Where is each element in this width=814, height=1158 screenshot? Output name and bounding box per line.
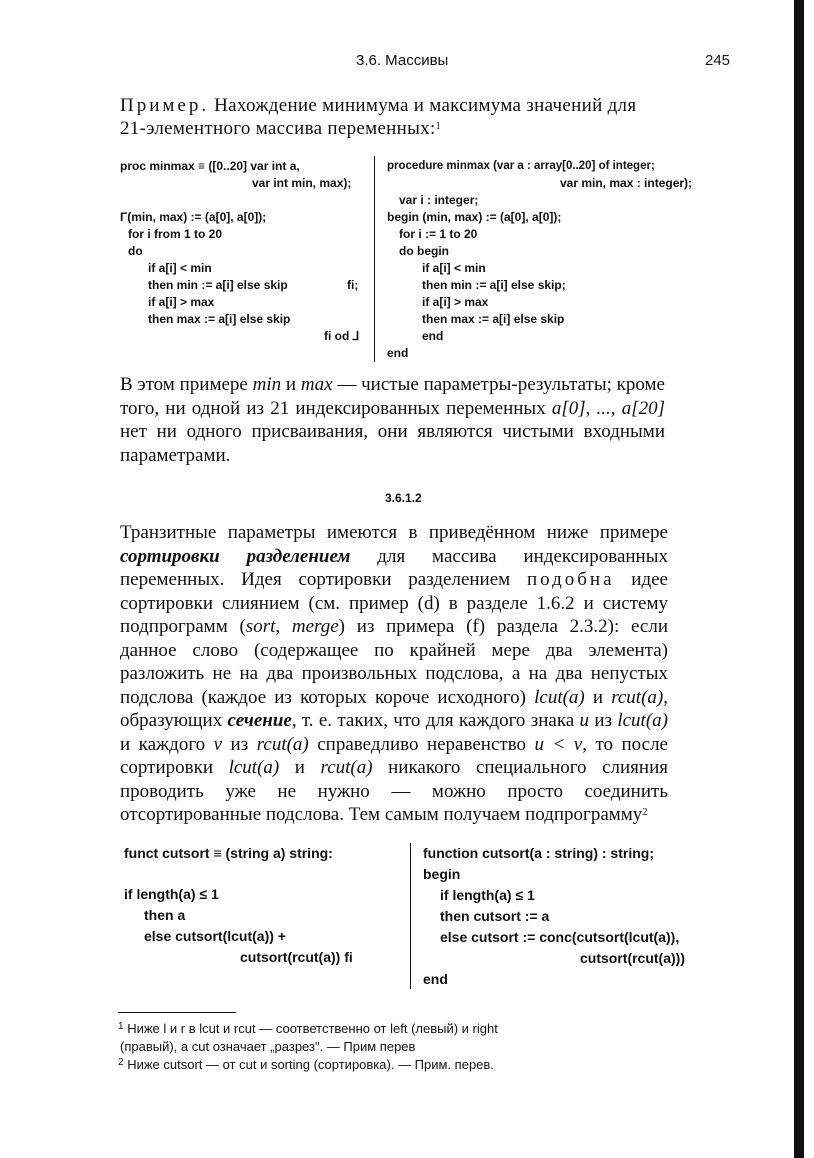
example-lead: Пример. [120,95,210,116]
para2-text-9: из [589,710,618,731]
para2-rcut-3: rcut(a) [320,757,373,778]
code2-column-divider [410,843,411,989]
para2-text-14: и [279,757,321,778]
term-cut: сечение [227,710,292,731]
para2-text-13: , то после сортировки [120,733,668,778]
footnote-2-text: Ниже cutsort — от cut и sorting (сортировка). — Прим. перев. [127,1057,494,1072]
code-minmax-left-line-6: if a[i] < min [148,261,212,275]
code-cutsort-right-line-7: end [423,971,448,987]
para2-merge: merge [291,616,339,637]
footnote-ref-1: 1 [435,121,441,132]
para2-lcut: lcut(a) [534,686,585,708]
para2-rcut: rcut(a) [611,686,664,708]
code-cutsort-left-line-3: then a [144,907,186,923]
para2-spaced-word: подобна [526,569,615,590]
code-cutsort-right-line-6: cutsort(rcut(a))) [580,950,685,966]
para2-text-15: никакого специального слияния проводить уже не нужно — можно просто соединить отсортированные подслова. Тем самым получаем подпрограмму [120,757,668,825]
page-number: 245 [705,52,731,69]
footnote-1-text: Ниже l и r в lcut и rcut — соответственно от left (левый) и right [127,1021,498,1036]
footnote-1-mark: 1 [118,1021,124,1032]
code-minmax-right-line-2: var min, max : integer); [560,176,693,190]
code-cutsort-left-line-1: funct cutsort ≡ (string a) string: [124,845,333,861]
code-minmax-right-line-4: begin (min, max) := (a[0], a[0]); [387,210,562,224]
code-minmax-right-line-3: var i : integer; [399,193,479,207]
para1-text-3: — чистые параметры-результаты; кроме того, ни одной из 21 индексированных переменных [120,374,665,419]
running-header: 3.6. Массивы [356,52,449,69]
para2-text-11: из [222,733,257,755]
para2-u: u [579,710,590,731]
code-cutsort-left-line-2: if length(a) ≤ 1 [124,886,219,902]
code-minmax-right-line-6: do begin [399,244,449,258]
para1-array-range: a[0], ..., a[20] [551,397,666,419]
para2-text-4: , [275,616,292,637]
footnote-1-continued [120,1038,415,1056]
para1-text-1: В этом примере [120,374,253,395]
code-minmax-right-line-12: end [387,346,409,360]
footnote-ref-2: 2 [642,807,648,818]
footnote-2-mark: 2 [118,1057,124,1068]
code-minmax-right-line-11: end [422,329,444,343]
para2-text-1: Транзитные параметры имеются в приведённом ниже примере [120,522,668,543]
para1-text-2: и [281,374,301,395]
code-minmax-right-line-1: procedure minmax (var a : array[0..20] of integer; [387,160,655,172]
code-cutsort-right-line-2: begin [423,866,461,882]
para1-text-4: нет ни одного присваивания, они являются чистыми входными параметрами. [120,421,665,466]
para1-min: min [252,374,282,395]
para2-text-7: , образующих [120,686,668,731]
code-minmax-left-line-8: fi; [347,278,359,292]
footnote-rule [118,1012,236,1013]
code-minmax-right-line-10: then max := a[i] else skip [422,312,565,326]
para2-text-3: идее сортировки слиянием (см. пример (d) в разделе 1.6.2 и систему подпрограмм ( [120,569,668,637]
code-cutsort-right-line-3: if length(a) ≤ 1 [440,887,535,903]
para2-text-6: и [584,686,612,708]
page-edge-bar [794,0,804,1158]
code-minmax-left-line-10: then max := a[i] else skip [148,312,291,326]
code-minmax-left-line-2: var int min, max); [252,176,352,190]
code-minmax-left-line-1: proc minmax ≡ ([0..20] var int a, [120,159,300,173]
code-minmax-left-line-4: for i from 1 to 20 [128,227,223,241]
code-minmax-right-line-7: if a[i] < min [422,261,486,275]
para2-text-12: справедливо неравенство [308,733,535,755]
term-partition-sort: сортировки разделением [120,545,351,567]
para2-text-5: ) из примера (f) раздела 2.3.2): если данное слово (содержащее по крайней мере два элемента) разложить не на два произвольных подслова, а на два непустых подслова (каждое из которых короче исходного) [120,616,668,708]
code-cutsort-left-line-5: cutsort(rcut(a)) fi [240,949,353,965]
code-cutsort-right-line-5: else cutsort := conc(cutsort(lcut(a)), [440,929,680,945]
footnote-2 [118,1056,494,1074]
code-cutsort-right-line-4: then cutsort := a [440,908,550,924]
code-minmax-left-line-5: do [128,244,143,258]
code-cutsort-right-line-1: function cutsort(a : string) : string; [423,845,654,861]
para2-lcut-2: lcut(a) [617,710,668,731]
section-number: 3.6.1.2 [385,491,422,505]
code-minmax-right-line-9: if a[i] > max [422,295,489,309]
footnote-1 [118,1020,498,1038]
para1-max: max [300,374,333,395]
para2-text-2: для массива индексированных переменных. Идея сортировки разделением [120,545,668,590]
para2-v: v [213,733,223,755]
code-minmax-left-line-11: fi od ⅃ [324,329,360,343]
example-intro [120,94,665,140]
paragraph-pure-parameters [120,373,665,467]
para2-text-8: , т. е. таких, что для каждого знака [291,710,580,731]
code-cutsort-left-line-4: else cutsort(lcut(a)) + [144,928,286,944]
footnote-1-text-continued: (правый), а cut означает „разрез". — Прим перев [120,1039,416,1054]
code-minmax-right-line-5: for i := 1 to 20 [399,227,478,241]
code-column-divider [374,156,375,362]
code-minmax-left-line-9: if a[i] > max [148,295,215,309]
code-minmax-left-line-3: Γ(min, max) := (a[0], a[0]); [120,210,267,224]
code-minmax-left-line-7: then min := a[i] else skip [148,278,288,292]
para2-inequality: u < v [534,733,583,755]
para2-lcut-3: lcut(a) [228,757,280,778]
paragraph-cutsort [120,521,668,827]
para2-text-10: и каждого [120,733,214,755]
code-minmax-right-line-8: then min := a[i] else skip; [422,278,566,292]
para2-sort: sort [245,616,276,637]
example-intro-text: Нахождение минимума и максимума значений для 21-элементного массива переменных: [120,95,637,139]
para2-rcut-2: rcut(a) [256,733,309,755]
